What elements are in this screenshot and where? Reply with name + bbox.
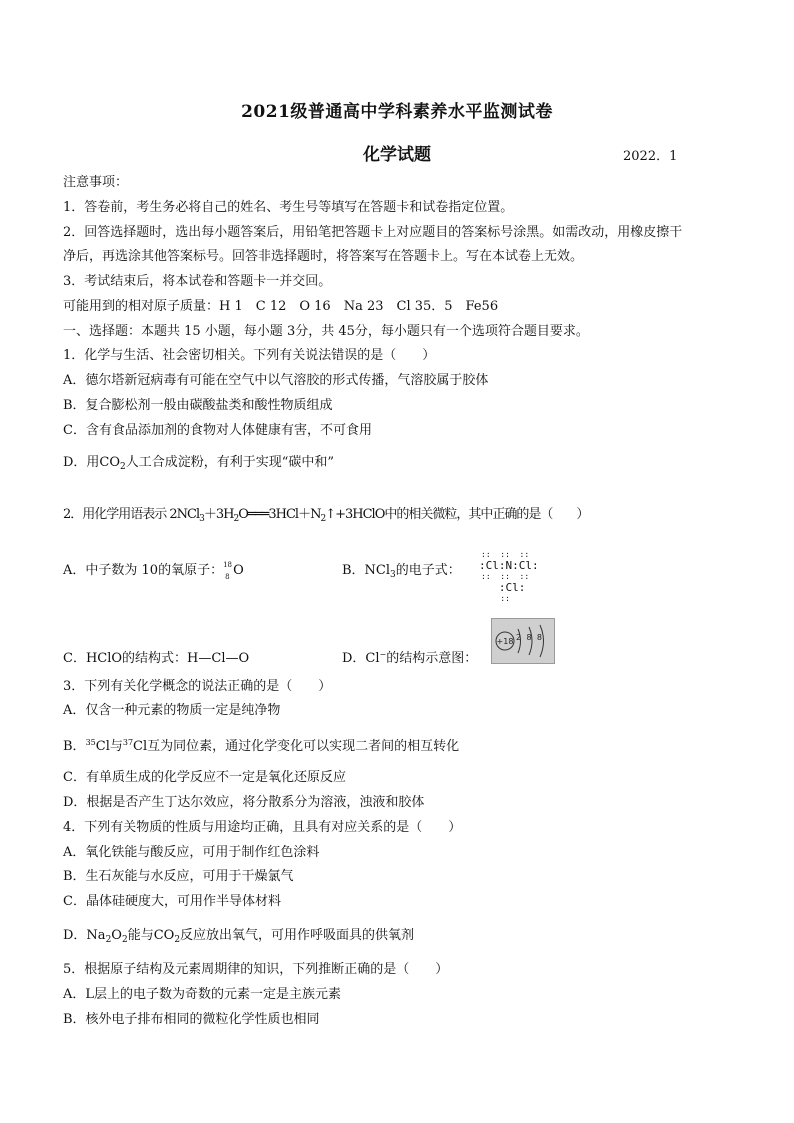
- q4-option-c: C．晶体硅硬度大，可用作半导体材料: [63, 894, 281, 909]
- section-1-heading: 一、选择题：本题共 15 小题，每小题 3分，共 45分，每小题只有一个选项符合题目要求。: [63, 324, 589, 339]
- atomic-masses: 可能用到的相对原子质量：H 1 C 12 O 16 Na 23 Cl 35．5 Fe56: [63, 299, 499, 314]
- q3-option-c: C．有单质生成的化学反应不一定是氧化还原反应: [63, 770, 346, 785]
- q5-stem: 5．根据原子结构及元素周期律的知识，下列推断正确的是（ ）: [63, 962, 449, 977]
- cl-ion-structure-diagram: [491, 618, 555, 664]
- q1-option-c: C．含有食品添加剂的食物对人体健康有害，不可食用: [63, 423, 372, 438]
- diagram-nucleus: +18: [496, 637, 514, 646]
- q1-option-b: B．复合膨松剂一般由碳酸盐类和酸性物质组成: [63, 398, 333, 413]
- exam-date: 2022．1: [623, 149, 678, 164]
- q3-option-b: B．$^{35}$Cl与$^{37}$Cl互为同位素，通过化学变化可以实现二者间的相互转化: [63, 738, 460, 754]
- q4-stem: 4．下列有关物质的性质与用途均正确，且具有对应关系的是（ ）: [63, 820, 462, 835]
- q4-option-d: D．$Na_2O_2$能与$CO_2$反应放出氧气，可用作呼吸面具的供氧剂: [63, 928, 415, 945]
- atom-shells-icon: [492, 619, 554, 663]
- q4-option-a: A．氧化铁能与酸反应，可用于制作红色涂料: [63, 845, 320, 860]
- q5-option-a: A．L层上的电子数为奇数的元素一定是主族元素: [63, 987, 342, 1002]
- q4-option-b: B．生石灰能与水反应，可用于干燥氯气: [63, 869, 294, 884]
- exam-title: 2021级普通高中学科素养水平监测试卷: [241, 102, 553, 122]
- q2-option-c: C．HClO的结构式：H—Cl—O: [63, 651, 250, 666]
- note-3: 3．考试结束后，将本试卷和答题卡一并交回。: [63, 274, 332, 289]
- q3-stem: 3．下列有关化学概念的说法正确的是（ ）: [63, 679, 332, 694]
- diagram-shells: 2 8 8: [516, 633, 542, 642]
- q3-option-a: A．仅含一种元素的物质一定是纯净物: [63, 703, 281, 718]
- note-1: 1．答卷前，考生务必将自己的姓名、考生号等填写在答题卡和试卷指定位置。: [63, 200, 514, 215]
- q5-option-b: B．核外电子排布相同的微粒化学性质也相同: [63, 1012, 320, 1027]
- q2-option-d: D．Cl−的结构示意图：: [342, 650, 478, 666]
- q1-stem: 1．化学与生活、社会密切相关。下列有关说法错误的是（ ）: [63, 348, 436, 363]
- note-2b: 净后，再选涂其他答案标号。回答非选择题时，将答案写在答题卡上。写在本试卷上无效。: [63, 249, 584, 264]
- q2-stem: 2．用化学用语表示 $2NCl_3+3H_2O═══3HCl+N_2↑+3HClO$中的相关微粒，其中正确的是（ ）: [63, 507, 589, 524]
- q1-option-d: D．用$CO_2$人工合成淀粉，有利于实现“碳中和”: [63, 455, 335, 472]
- q2-option-a: A．中子数为 10的氧原子： 18 8 O: [63, 561, 244, 581]
- note-2a: 2．回答选择题时，选出每小题答案后，用铅笔把答题卡上对应题目的答案标号涂黑。如需改动，用橡皮擦干: [63, 225, 683, 240]
- ncl3-electron-dot-formula: :: :: :: :Cl:N:Cl: :: :: :: :Cl: ::: [479, 550, 539, 603]
- q3-option-d: D．根据是否产生丁达尔效应，将分散系分为溶液，浊液和胶体: [63, 795, 425, 810]
- exam-subtitle: 化学试题: [363, 145, 431, 165]
- isotope-notation: 18 8: [223, 561, 232, 581]
- q1-option-a: A．德尔塔新冠病毒有可能在空气中以气溶胶的形式传播，气溶胶属于胶体: [63, 373, 489, 388]
- q2-option-b: B．NCl$_3$的电子式：: [342, 563, 461, 580]
- notes-heading: 注意事项：: [63, 175, 129, 190]
